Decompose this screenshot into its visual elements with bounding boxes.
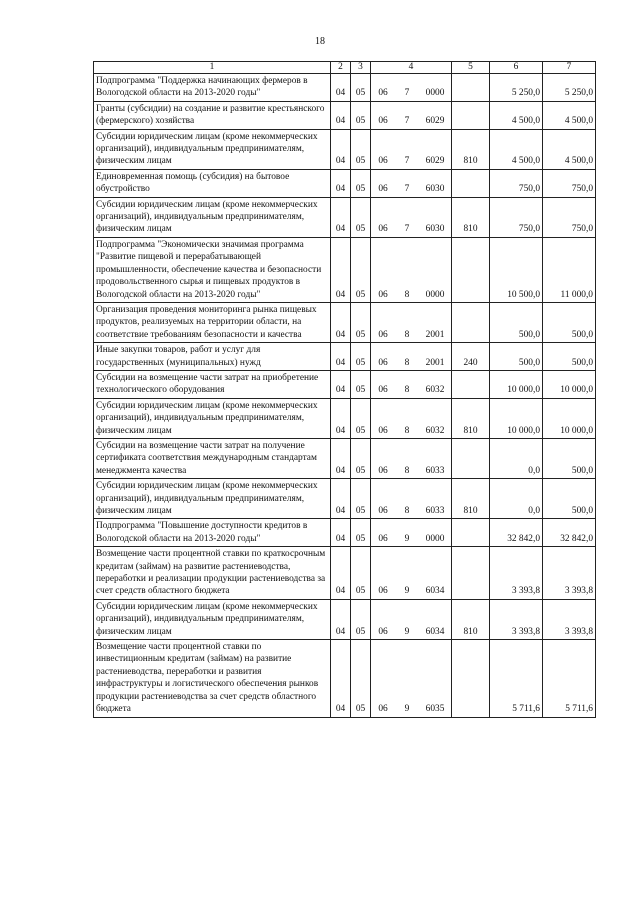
header-cell-4: 4 <box>371 62 452 74</box>
target-article-part-b: 8 <box>404 357 410 368</box>
row-target-article <box>371 129 452 169</box>
target-article-code <box>371 223 451 235</box>
row-amount-year-1: 500,0 <box>490 302 543 342</box>
row-target-article <box>371 169 452 197</box>
row-target-article <box>371 599 452 639</box>
row-code-subsection: 05 <box>351 197 371 237</box>
row-amount-year-1: 5 250,0 <box>490 74 543 102</box>
row-name: Организация проведения мониторинга рынка пищевых продуктов, реализуемых на территории области, на соответствие требованиям безопасности и качества <box>94 302 331 342</box>
table-row <box>94 479 596 519</box>
row-name: Единовременная помощь (субсидия) на бытовое обустройство <box>94 169 331 197</box>
row-code-subsection: 05 <box>351 302 371 342</box>
target-article-part-c: 6029 <box>425 156 445 167</box>
row-amount-year-2: 3 393,8 <box>543 599 596 639</box>
row-amount-year-2: 500,0 <box>543 438 596 478</box>
row-amount-year-2: 5 250,0 <box>543 74 596 102</box>
row-target-article <box>371 197 452 237</box>
header-row <box>94 62 596 74</box>
target-article-part-c: 0000 <box>425 533 445 544</box>
table-body <box>94 62 596 718</box>
row-code-section: 04 <box>331 101 351 129</box>
table-row <box>94 101 596 129</box>
row-code-section: 04 <box>331 169 351 197</box>
target-article-code <box>371 703 451 715</box>
row-target-article <box>371 74 452 102</box>
row-expense-type <box>452 237 490 302</box>
row-code-section: 04 <box>331 547 351 600</box>
row-code-subsection: 05 <box>351 547 371 600</box>
row-amount-year-1: 10 500,0 <box>490 237 543 302</box>
target-article-code <box>371 626 451 638</box>
target-article-part-c: 6034 <box>425 586 445 597</box>
row-name: Подпрограмма "Поддержка начинающих фермеров в Вологодской области на 2013-2020 годы" <box>94 74 331 102</box>
table-row <box>94 547 596 600</box>
row-name: Гранты (субсидии) на создание и развитие крестьянского (фермерского) хозяйства <box>94 101 331 129</box>
row-expense-type: 810 <box>452 197 490 237</box>
row-code-subsection: 05 <box>351 129 371 169</box>
row-name: Субсидии на возмещение части затрат на получение сертификата соответствия международным стандартам менеджмента качества <box>94 438 331 478</box>
row-expense-type <box>452 519 490 547</box>
table-row <box>94 343 596 371</box>
row-name: Субсидии юридическим лицам (кроме некоммерческих организаций), индивидуальным предпринимателям, физическим лицам <box>94 398 331 438</box>
row-name: Субсидии юридическим лицам (кроме некоммерческих организаций), индивидуальным предпринимателям, физическим лицам <box>94 197 331 237</box>
row-code-subsection: 05 <box>351 237 371 302</box>
row-code-section: 04 <box>331 398 351 438</box>
row-expense-type: 240 <box>452 343 490 371</box>
header-cell-2: 2 <box>331 62 351 74</box>
target-article-part-b: 8 <box>404 329 410 340</box>
target-article-part-b: 9 <box>404 586 410 597</box>
table-row <box>94 74 596 102</box>
table-row <box>94 438 596 478</box>
row-target-article <box>371 640 452 717</box>
row-amount-year-1: 4 500,0 <box>490 101 543 129</box>
row-target-article <box>371 101 452 129</box>
target-article-part-b: 7 <box>404 224 410 235</box>
row-name: Иные закупки товаров, работ и услуг для государственных (муниципальных) нужд <box>94 343 331 371</box>
target-article-part-a: 06 <box>378 704 388 715</box>
target-article-code <box>371 533 451 545</box>
row-amount-year-2: 500,0 <box>543 302 596 342</box>
row-expense-type: 810 <box>452 599 490 639</box>
target-article-code <box>371 384 451 396</box>
target-article-part-a: 06 <box>378 289 388 300</box>
target-article-part-c: 6033 <box>425 465 445 476</box>
row-code-section: 04 <box>331 370 351 398</box>
row-code-subsection: 05 <box>351 479 371 519</box>
row-target-article <box>371 547 452 600</box>
target-article-part-b: 7 <box>404 88 410 99</box>
row-amount-year-2: 500,0 <box>543 343 596 371</box>
row-amount-year-1: 500,0 <box>490 343 543 371</box>
target-article-part-c: 0000 <box>425 88 445 99</box>
row-name: Подпрограмма "Экономически значимая программа "Развитие пищевой и перерабатывающей промышленности, обеспечение качества и безопасности продовольственного сырья и пищевых продуктов в Вологодской области на 2013-2020 годы" <box>94 237 331 302</box>
target-article-code <box>371 505 451 517</box>
target-article-part-a: 06 <box>378 385 388 396</box>
row-target-article <box>371 370 452 398</box>
target-article-part-b: 8 <box>404 506 410 516</box>
target-article-part-a: 06 <box>378 329 388 340</box>
target-article-part-a: 06 <box>378 116 388 127</box>
row-amount-year-1: 750,0 <box>490 169 543 197</box>
row-name: Возмещение части процентной ставки по инвестиционным кредитам (займам) на развитие растениеводства, переработки и развития инфраструктуры и логистического обеспечения рынков продукции растениеводства за счет средств областного бюджета <box>94 640 331 717</box>
row-code-subsection: 05 <box>351 640 371 717</box>
row-amount-year-2: 750,0 <box>543 197 596 237</box>
table-row <box>94 519 596 547</box>
table-row <box>94 129 596 169</box>
target-article-part-b: 8 <box>404 425 410 436</box>
target-article-code <box>371 183 451 195</box>
row-target-article <box>371 237 452 302</box>
row-code-section: 04 <box>331 343 351 371</box>
target-article-part-c: 6030 <box>425 224 445 235</box>
row-expense-type <box>452 438 490 478</box>
row-amount-year-2: 750,0 <box>543 169 596 197</box>
row-amount-year-2: 10 000,0 <box>543 370 596 398</box>
row-expense-type: 810 <box>452 398 490 438</box>
row-expense-type <box>452 640 490 717</box>
header-cell-3: 3 <box>351 62 371 74</box>
row-amount-year-1: 750,0 <box>490 197 543 237</box>
row-name: Субсидии юридическим лицам (кроме некоммерческих организаций), индивидуальным предпринимателям, физическим лицам <box>94 129 331 169</box>
table-row <box>94 237 596 302</box>
table-row <box>94 398 596 438</box>
row-code-section: 04 <box>331 438 351 478</box>
row-amount-year-1: 10 000,0 <box>490 398 543 438</box>
row-name: Возмещение части процентной ставки по краткосрочным кредитам (займам) на развитие растениеводства, переработки и реализации продукции растениеводства за счет средств областного бюджета <box>94 547 331 600</box>
row-code-section: 04 <box>331 479 351 519</box>
target-article-code <box>371 329 451 341</box>
target-article-part-a: 06 <box>378 506 388 516</box>
target-article-part-b: 9 <box>404 704 410 715</box>
target-article-part-a: 06 <box>378 357 388 368</box>
row-amount-year-2: 10 000,0 <box>543 398 596 438</box>
target-article-part-c: 6035 <box>425 704 445 715</box>
row-code-section: 04 <box>331 519 351 547</box>
row-code-subsection: 05 <box>351 519 371 547</box>
header-cell-5: 5 <box>452 62 490 74</box>
row-code-subsection: 05 <box>351 343 371 371</box>
target-article-code <box>371 155 451 167</box>
row-name: Субсидии юридическим лицам (кроме некоммерческих организаций), индивидуальным предпринимателям, физическим лицам <box>94 599 331 639</box>
row-amount-year-1: 10 000,0 <box>490 370 543 398</box>
target-article-code <box>371 289 451 301</box>
row-amount-year-2: 11 000,0 <box>543 237 596 302</box>
row-amount-year-2: 4 500,0 <box>543 101 596 129</box>
row-code-subsection: 05 <box>351 398 371 438</box>
row-code-subsection: 05 <box>351 370 371 398</box>
target-article-code <box>371 87 451 99</box>
target-article-part-c: 2001 <box>425 329 445 340</box>
target-article-part-b: 7 <box>404 116 410 127</box>
row-amount-year-2: 500,0 <box>543 479 596 519</box>
target-article-part-a: 06 <box>378 156 388 167</box>
table-row <box>94 599 596 639</box>
row-target-article <box>371 438 452 478</box>
target-article-part-b: 8 <box>404 465 410 476</box>
target-article-part-a: 06 <box>378 425 388 436</box>
target-article-part-a: 06 <box>378 533 388 544</box>
row-amount-year-1: 5 711,6 <box>490 640 543 717</box>
target-article-code <box>371 465 451 477</box>
row-name: Субсидии юридическим лицам (кроме некоммерческих организаций), индивидуальным предпринимателям, физическим лицам <box>94 479 331 519</box>
row-amount-year-2: 5 711,6 <box>543 640 596 717</box>
table-row <box>94 302 596 342</box>
row-amount-year-1: 4 500,0 <box>490 129 543 169</box>
row-code-subsection: 05 <box>351 74 371 102</box>
table-row <box>94 640 596 717</box>
header-cell-1: 1 <box>94 62 331 74</box>
target-article-part-b: 7 <box>404 184 410 195</box>
row-amount-year-2: 3 393,8 <box>543 547 596 600</box>
table-row <box>94 197 596 237</box>
target-article-code <box>371 357 451 369</box>
row-amount-year-1: 3 393,8 <box>490 599 543 639</box>
row-code-subsection: 05 <box>351 599 371 639</box>
row-expense-type <box>452 169 490 197</box>
row-name: Субсидии на возмещение части затрат на приобретение технологического оборудования <box>94 370 331 398</box>
row-code-section: 04 <box>331 640 351 717</box>
row-expense-type: 810 <box>452 479 490 519</box>
row-target-article <box>371 343 452 371</box>
row-amount-year-1: 3 393,8 <box>490 547 543 600</box>
row-amount-year-2: 4 500,0 <box>543 129 596 169</box>
row-code-section: 04 <box>331 302 351 342</box>
row-code-subsection: 05 <box>351 169 371 197</box>
row-expense-type <box>452 302 490 342</box>
row-target-article <box>371 479 452 519</box>
target-article-part-a: 06 <box>378 224 388 235</box>
target-article-code <box>371 115 451 127</box>
row-amount-year-1: 32 842,0 <box>490 519 543 547</box>
target-article-part-a: 06 <box>378 626 388 637</box>
table-row <box>94 169 596 197</box>
row-amount-year-2: 32 842,0 <box>543 519 596 547</box>
header-cell-6: 6 <box>490 62 543 74</box>
target-article-part-c: 6034 <box>425 626 445 637</box>
budget-table <box>93 61 596 718</box>
table-row <box>94 370 596 398</box>
target-article-part-a: 06 <box>378 465 388 476</box>
row-code-section: 04 <box>331 74 351 102</box>
row-target-article <box>371 519 452 547</box>
row-expense-type <box>452 547 490 600</box>
row-code-subsection: 05 <box>351 101 371 129</box>
row-amount-year-1: 0,0 <box>490 479 543 519</box>
row-expense-type <box>452 370 490 398</box>
row-target-article <box>371 398 452 438</box>
target-article-part-c: 6032 <box>425 385 445 396</box>
target-article-part-b: 8 <box>404 385 410 396</box>
target-article-part-b: 9 <box>404 533 410 544</box>
target-article-part-a: 06 <box>378 586 388 597</box>
row-code-subsection: 05 <box>351 438 371 478</box>
page-number: 18 <box>315 36 325 47</box>
target-article-part-c: 0000 <box>425 289 445 300</box>
target-article-part-c: 2001 <box>425 357 445 368</box>
target-article-part-b: 7 <box>404 156 410 167</box>
row-code-section: 04 <box>331 237 351 302</box>
header-cell-7: 7 <box>543 62 596 74</box>
row-code-section: 04 <box>331 129 351 169</box>
row-expense-type: 810 <box>452 129 490 169</box>
target-article-part-c: 6029 <box>425 116 445 127</box>
row-amount-year-1: 0,0 <box>490 438 543 478</box>
target-article-part-c: 6033 <box>425 506 445 516</box>
target-article-part-c: 6032 <box>425 425 445 436</box>
target-article-part-a: 06 <box>378 88 388 99</box>
target-article-part-b: 8 <box>404 289 410 300</box>
target-article-code <box>371 425 451 437</box>
row-expense-type <box>452 101 490 129</box>
row-target-article <box>371 302 452 342</box>
row-code-section: 04 <box>331 197 351 237</box>
target-article-part-c: 6030 <box>425 184 445 195</box>
target-article-part-a: 06 <box>378 184 388 195</box>
row-expense-type <box>452 74 490 102</box>
target-article-code <box>371 585 451 597</box>
target-article-part-b: 9 <box>404 626 410 637</box>
row-name: Подпрограмма "Повышение доступности кредитов в Вологодской области на 2013-2020 годы" <box>94 519 331 547</box>
row-code-section: 04 <box>331 599 351 639</box>
